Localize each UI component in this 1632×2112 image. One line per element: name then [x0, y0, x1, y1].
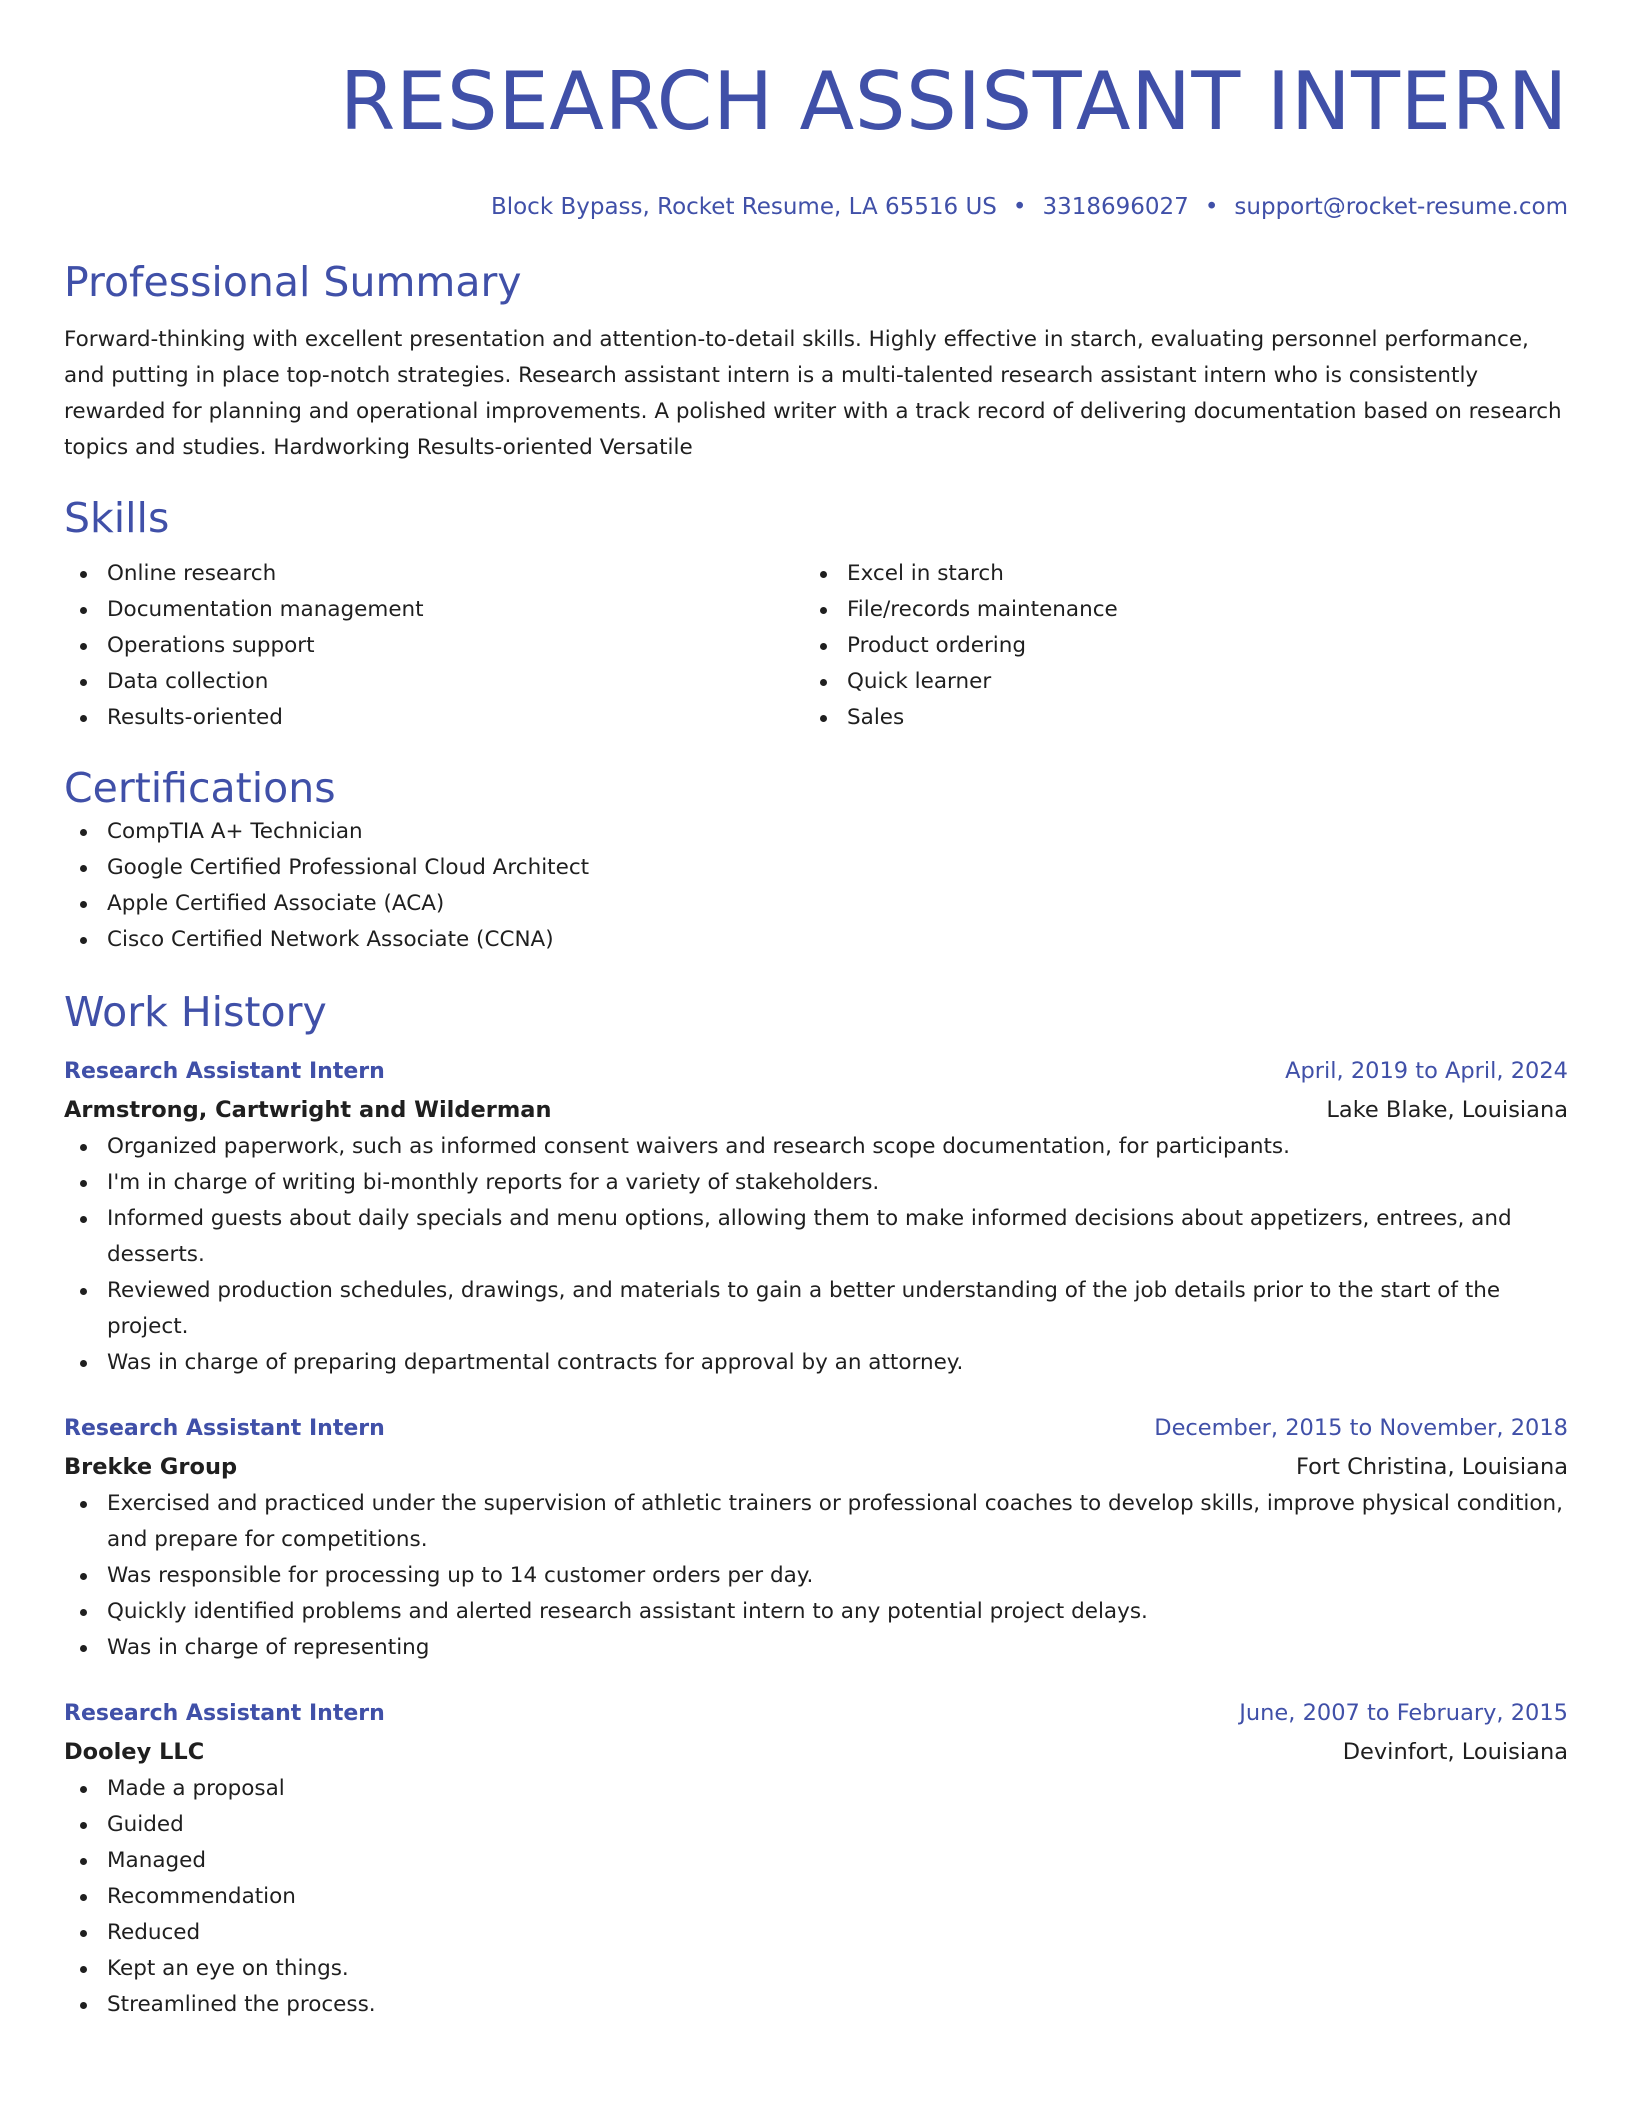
job-dates: April, 2019 to April, 2024	[1285, 1058, 1568, 1084]
certifications-heading: Certifications	[64, 764, 336, 812]
certification-item: Cisco Certified Network Associate (CCNA)	[64, 922, 1568, 958]
job-bullet: Kept an eye on things.	[64, 1951, 1568, 1987]
job-title: Research Assistant Intern	[64, 1059, 385, 1084]
job-bullet: Made a proposal	[64, 1771, 1568, 1807]
address: Block Bypass, Rocket Resume, LA 65516 US	[490, 194, 997, 220]
job-bullet: Informed guests about daily specials and menu options, allowing them to make informed decisions about appetizers, entrees, and desserts.	[64, 1201, 1568, 1273]
certification-item: CompTIA A+ Technician	[64, 814, 1568, 850]
job-company: Brekke Group	[64, 1454, 238, 1480]
skill-item: Documentation management	[64, 592, 804, 628]
skill-item: Data collection	[64, 664, 804, 700]
skill-item: Operations support	[64, 628, 804, 664]
job-company: Dooley LLC	[64, 1739, 205, 1765]
job-location: Devinfort, Louisiana	[1342, 1739, 1568, 1765]
contact-line	[64, 192, 1568, 222]
skill-item: Excel in starch	[804, 556, 1544, 592]
skills-heading: Skills	[64, 494, 170, 542]
job-entry	[64, 1694, 1568, 2023]
separator-dot: •	[1012, 194, 1027, 220]
job-bullet: Managed	[64, 1843, 1568, 1879]
skills-column-left	[64, 556, 804, 736]
job-location: Fort Christina, Louisiana	[1296, 1454, 1568, 1480]
work-history-heading: Work History	[64, 988, 327, 1036]
job-company-row	[64, 1733, 1568, 1771]
skill-item: Quick learner	[804, 664, 1544, 700]
resume-header	[64, 0, 1568, 222]
summary-text: Forward-thinking with excellent presentation and attention-to-detail skills. Highly effective in starch, evaluating personnel performance, and putting in place top-notch strategies. Research assistant intern is a multi-talented research assistant intern who is consistently rewarded for planning and operational improvements. A polished writer with a track record of delivering documentation based on research topics and studies. Hardworking Results-oriented Versatile	[64, 327, 1562, 460]
job-dates: June, 2007 to February, 2015	[1239, 1700, 1568, 1726]
job-bullet: Was responsible for processing up to 14 customer orders per day.	[64, 1558, 1568, 1594]
job-title-row	[64, 1694, 1568, 1733]
job-location: Lake Blake, Louisiana	[1326, 1097, 1568, 1123]
certifications-list	[64, 814, 1568, 958]
job-bullet: I'm in charge of writing bi-monthly reports for a variety of stakeholders.	[64, 1165, 1568, 1201]
skills-list-left	[64, 556, 804, 736]
certification-item: Google Certified Professional Cloud Architect	[64, 850, 1568, 886]
job-title-row	[64, 1052, 1568, 1091]
skill-item: Online research	[64, 556, 804, 592]
skills-column-right	[804, 556, 1544, 736]
job-entry	[64, 1052, 1568, 1381]
job-company: Armstrong, Cartwright and Wilderman	[64, 1097, 552, 1123]
skill-item: Product ordering	[804, 628, 1544, 664]
summary-heading: Professional Summary	[64, 258, 522, 306]
skills-list-right	[804, 556, 1544, 736]
email-address: support@rocket-resume.com	[1234, 194, 1568, 220]
skill-item: Results-oriented	[64, 700, 804, 736]
job-bullet: Streamlined the process.	[64, 1987, 1568, 2023]
work-history-list	[64, 1052, 1568, 2023]
job-title: Research Assistant Intern	[64, 1701, 385, 1726]
job-bullet: Organized paperwork, such as informed consent waivers and research scope documentation, for participants.	[64, 1129, 1568, 1165]
job-company-row	[64, 1448, 1568, 1486]
job-bullet: Quickly identified problems and alerted research assistant intern to any potential project delays.	[64, 1594, 1568, 1630]
job-bullet: Was in charge of representing	[64, 1630, 1568, 1666]
certification-item: Apple Certified Associate (ACA)	[64, 886, 1568, 922]
phone-number: 3318696027	[1042, 194, 1189, 220]
job-company-row	[64, 1091, 1568, 1129]
job-bullets	[64, 1129, 1568, 1381]
job-dates: December, 2015 to November, 2018	[1154, 1415, 1568, 1441]
job-bullet: Exercised and practiced under the supervision of athletic trainers or professional coaches to develop skills, improve physical condition, and prepare for competitions.	[64, 1486, 1568, 1558]
job-bullets	[64, 1771, 1568, 2023]
job-bullet: Was in charge of preparing departmental contracts for approval by an attorney.	[64, 1345, 1568, 1381]
job-bullet: Reviewed production schedules, drawings, and materials to gain a better understanding of the job details prior to the start of the project.	[64, 1273, 1568, 1345]
skill-item: Sales	[804, 700, 1544, 736]
candidate-name: RESEARCH ASSISTANT INTERN	[339, 55, 1568, 148]
job-bullet: Reduced	[64, 1915, 1568, 1951]
job-bullet: Guided	[64, 1807, 1568, 1843]
job-title-row	[64, 1409, 1568, 1448]
job-entry	[64, 1409, 1568, 1666]
job-title: Research Assistant Intern	[64, 1416, 385, 1441]
skills-grid	[64, 556, 1568, 736]
separator-dot: •	[1204, 194, 1219, 220]
job-bullet: Recommendation	[64, 1879, 1568, 1915]
job-bullets	[64, 1486, 1568, 1666]
skill-item: File/records maintenance	[804, 592, 1544, 628]
